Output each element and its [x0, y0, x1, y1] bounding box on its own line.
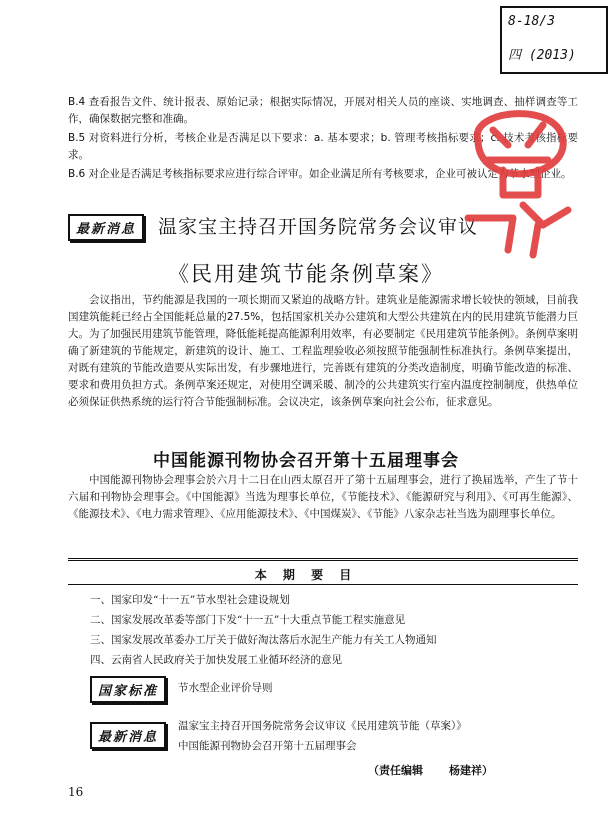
- section-b5: B.5 对资料进行分析，考核企业是否满足以下要求：a. 基本要求；b. 管理考核指标要求；c. 技术考核指标要求。: [68, 132, 578, 161]
- news-badge-small: 最新消息: [90, 722, 166, 749]
- red-handwritten-stamp: [448, 100, 588, 260]
- meeting-title: 中国能源刊物协会召开第十五届理事会: [153, 451, 459, 471]
- catalog-stamp: [500, 6, 608, 74]
- editor-credit: [368, 762, 519, 778]
- news-headline: 温家宝主持召开国务院常务会议审议: [158, 216, 479, 238]
- catalog-stamp-line1: 8-18/3: [508, 14, 555, 29]
- toc-news-item: 温家宝主持召开国务院常务会议审议《民用建筑节能（草案）》: [178, 720, 467, 732]
- news-body: 会议指出，节约能源是我国的一项长期而又紧迫的战略方针。建筑业是能源需求增长较快的领域，目前我国建筑能耗已经占全国能耗总量的27.5%，包括国家机关办公建筑和大型公共建筑在内的民用建筑节能潜力巨大。为了加强民用建筑节能管理，降低能耗提高能源利用效率，有必要制定《民用建筑节能条例》。条例草案明确了新建筑的节能规定，新建筑的设计、施工、工程监理验收必须按照节能强制性标准执行。条例草案提出，对既有建筑的节能改造要从实际出发，有步骤地进行，完善既有建筑的分类改造制度，明确节能改造的标准、要求和费用负担方式。条例草案还规定，对使用空调采暖、制冷的公共建筑实行室内温度控制制度，供热单位必须保证供热系统的运行符合节能强制标准。会议决定，该条例草案向社会公布，征求意见。: [68, 294, 578, 408]
- editor-role: （责任编辑: [368, 764, 423, 777]
- toc-rule: [68, 584, 578, 585]
- divider-rule: [68, 558, 578, 561]
- section-b4: B.4 查看报告文件、统计报表、原始记录；根据实际情况，开展对相关人员的座谈、实地调查、抽样调查等工作，确保数据完整和准确。: [68, 96, 578, 125]
- toc-item: 二、国家发展改革委等部门下发“十一五”十大重点节能工程实施意见: [90, 614, 406, 626]
- news-title: 《民用建筑节能条例草案》: [168, 262, 444, 286]
- catalog-stamp-line2: 四 (2013): [508, 48, 576, 63]
- page-number: 16: [68, 785, 84, 799]
- toc-item: 三、国家发展改革委办工厅关于做好淘汰落后水泥生产能力有关工人物通知: [90, 634, 437, 646]
- toc-item: 四、云南省人民政府关于加快发展工业循环经济的意见: [90, 654, 342, 666]
- editor-name: 杨建祥）: [449, 764, 493, 777]
- standard-badge: 国家标准: [90, 676, 166, 703]
- toc-title: 本 期 要 目: [254, 568, 358, 582]
- standard-item: 节水型企业评价导则: [178, 682, 273, 694]
- news-badge: 最新消息: [68, 214, 144, 241]
- toc-news-item: 中国能源刊物协会召开第十五届理事会: [178, 740, 357, 752]
- meeting-body: 中国能源刊物协会理事会於六月十二日在山西太原召开了第十五届理事会，进行了换届选举，产生了节十六届和刊物协会理事会。《中国能源》当选为理事长单位，《节能技术》、《能源研究与利用》、《可再生能源》、《能源技术》、《电力需求管理》、《应用能源技术》、《中国煤炭》、《节能》八家杂志社当选为副理事长单位。: [68, 474, 578, 520]
- toc-item: 一、国家印发“十一五”节水型社会建设规划: [90, 594, 290, 606]
- section-b6: B.6 对企业是否满足考核指标要求应进行综合评审。如企业满足所有考核要求，企业可被认定为节水型企业。: [68, 168, 572, 180]
